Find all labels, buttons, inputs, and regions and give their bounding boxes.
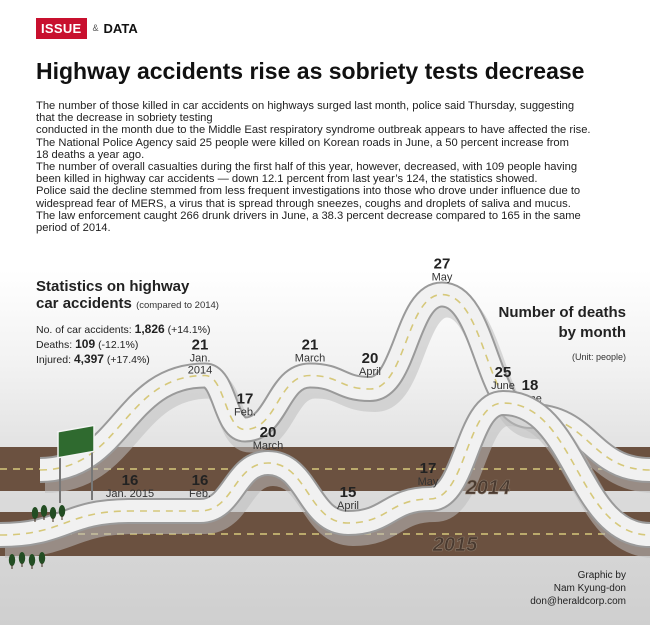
tree-icon	[39, 552, 45, 564]
credit-email: don@heraldcorp.com	[530, 596, 626, 607]
stats-title-note: (compared to 2014)	[136, 300, 219, 311]
body-line: that the decrease in sobriety testing	[36, 112, 213, 125]
credit	[530, 569, 626, 608]
month-label-2015: Jan. 2015	[105, 488, 155, 500]
value-label-2015: 25	[494, 364, 512, 381]
stats-title-line2: car accidents	[36, 295, 132, 312]
value-label-2014: 20	[361, 350, 379, 367]
month-label-part: Jan.	[189, 352, 211, 365]
month-label-2015: March	[252, 440, 284, 452]
year-label-2014: 2014	[465, 477, 511, 499]
credit-author: Nam Kyung-don	[553, 583, 626, 594]
chart-title	[498, 303, 626, 343]
headline: Highway accidents rise as sobriety tests decrease	[36, 58, 585, 84]
stat-injured	[36, 352, 150, 366]
month-label-2015: April	[336, 500, 360, 512]
body-line: 18 deaths a year ago.	[36, 148, 145, 161]
year-label-part: 2014	[187, 364, 213, 377]
month-label-2014: May	[431, 271, 453, 284]
data-word: DATA	[103, 20, 138, 36]
credit-line1: Graphic by	[577, 570, 626, 581]
stats-title	[36, 278, 219, 314]
body-line: conducted in the month due to the Middle East respiratory syndrome outbreak appears to have affected the rise.	[36, 124, 591, 137]
ampersand: &	[92, 23, 99, 33]
month-label-2014: Feb.	[233, 406, 257, 419]
body-line: The law enforcement caught 266 drunk drivers in June, a 38.3 percent decrease compared to 165 in the same	[36, 209, 581, 222]
value-label-2015: 16	[121, 472, 139, 489]
stat-injured-change: (+17.4%)	[106, 354, 150, 366]
value-label-2014: 17	[236, 390, 254, 408]
tree-icon	[19, 552, 25, 564]
body-line: The number of those killed in car accidents on highways surged last month, police said Thursday, suggesting	[36, 100, 575, 112]
stat-deaths-change: (-12.1%)	[98, 339, 139, 351]
stat-deaths	[36, 337, 138, 351]
tree-icon	[41, 505, 47, 517]
tree-icon	[9, 554, 15, 566]
month-label-2014: April	[358, 366, 382, 378]
month-label-2014	[188, 353, 212, 377]
stat-injured-label: Injured:	[36, 354, 72, 366]
month-label-2015: June	[491, 380, 515, 392]
value-label-2014: 21	[301, 336, 319, 354]
value-label-2014: 27	[433, 255, 451, 273]
stat-accidents-change: (+14.1%)	[167, 324, 211, 336]
stats-title-line1: Statistics on highway	[36, 278, 190, 295]
body-line: The number of overall casualties during the first half of this year, however, decreased, with 109 people having	[36, 161, 578, 174]
stat-accidents	[36, 322, 211, 336]
month-label-2015: May	[417, 476, 439, 488]
body-line: widespread fear of MERS, a virus that is spread through sneezes, coughs and droplets of saliva and mucus.	[36, 197, 571, 210]
value-label-2015: 20	[259, 424, 277, 441]
value-label-2014: 21	[191, 336, 209, 354]
value-label-2014: 18	[521, 377, 539, 394]
tree-icon	[59, 505, 65, 517]
month-label-2014: June	[518, 393, 542, 405]
body-line: been killed in highway car accidents — down 12.1 percent from last year’s 124, the statistics showed.	[36, 173, 538, 186]
year-label-2015: 2015	[432, 534, 478, 556]
body-line: period of 2014.	[36, 222, 111, 235]
body-line: Police said the decline stemmed from less frequent investigations into those who drove under influence due to	[36, 185, 581, 198]
body-line: The National Police Agency said 25 people were killed on Korean roads in June, a 50 percent increase from	[36, 136, 569, 149]
stat-deaths-label: Deaths:	[36, 339, 73, 351]
month-label-2014: March	[294, 352, 326, 365]
stat-deaths-value: 109	[75, 337, 96, 351]
chart-title-line1: Number of deaths	[498, 304, 626, 321]
tree-icon	[32, 507, 38, 519]
stat-injured-value: 4,397	[73, 352, 104, 366]
issue-badge: ISSUE	[36, 18, 87, 39]
road-sign-icon	[58, 425, 94, 457]
tree-icon	[29, 554, 35, 566]
month-label-2015: Feb.	[188, 488, 212, 500]
value-label-2015: 15	[339, 484, 357, 501]
value-label-2015: 16	[191, 472, 209, 489]
unit-label: (Unit: people)	[571, 352, 626, 362]
value-label-2015: 17	[419, 460, 437, 477]
tree-icon	[50, 507, 56, 519]
chart-title-line2: by month	[558, 324, 626, 341]
stat-accidents-label: No. of car accidents:	[36, 324, 132, 336]
stat-accidents-value: 1,826	[134, 322, 165, 336]
